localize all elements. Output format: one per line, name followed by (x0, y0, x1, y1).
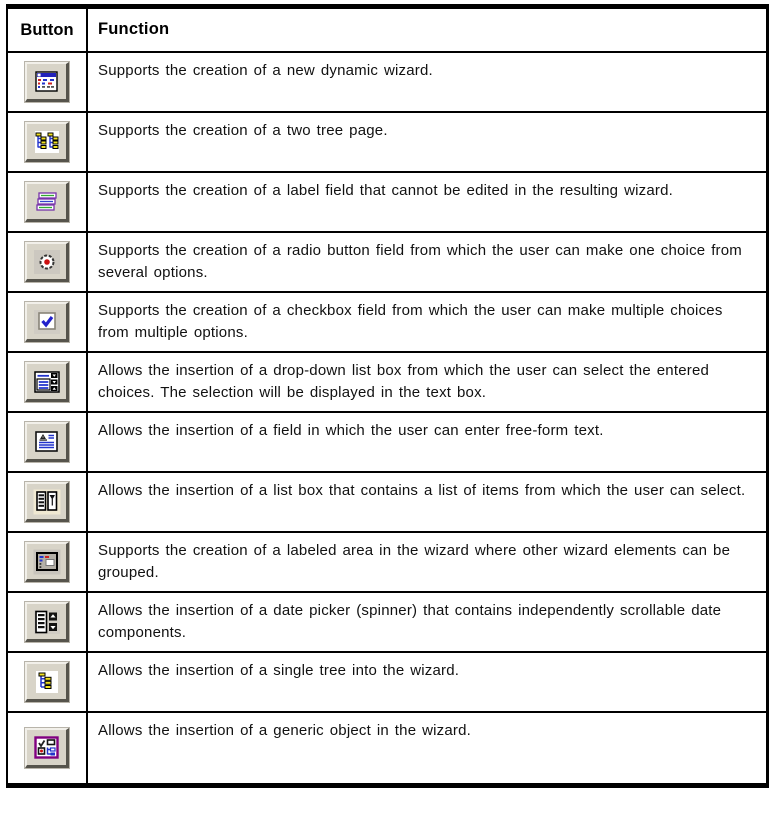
table-row (8, 111, 766, 171)
table-row (8, 651, 766, 711)
function-cell: Allows the insertion of a single tree into the wizard. (98, 662, 460, 679)
table-row (8, 531, 766, 591)
generic-object-icon (25, 728, 69, 768)
function-cell: Allows the insertion of a drop-down list box from which the user can select the entered choices. The selection will be displayed in the text box. (98, 362, 710, 401)
list-box-icon (25, 482, 69, 522)
button-function-table (6, 4, 769, 788)
button-cell (8, 593, 88, 651)
function-cell: Allows the insertion of a list box that contains a list of items from which the user can select. (98, 482, 746, 499)
button-cell (8, 473, 88, 531)
table-row (8, 231, 766, 291)
function-cell: Allows the insertion of a date picker (spinner) that contains independently scrollable date components. (98, 602, 722, 641)
table-row (8, 51, 766, 111)
label-field-icon (25, 182, 69, 222)
table-row (8, 711, 766, 783)
table-row (8, 591, 766, 651)
date-picker-spinner-icon (25, 602, 69, 642)
function-cell: Supports the creation of a radio button field from which the user can make one choice from several options. (98, 242, 742, 281)
function-cell: Supports the creation of a new dynamic wizard. (98, 62, 433, 79)
table-header-row (8, 9, 766, 51)
function-cell: Supports the creation of a two tree page. (98, 122, 388, 139)
new-dynamic-wizard-icon (25, 62, 69, 102)
table-row (8, 291, 766, 351)
button-cell (8, 353, 88, 411)
button-cell (8, 233, 88, 291)
button-cell (8, 53, 88, 111)
button-cell (8, 413, 88, 471)
function-cell: Supports the creation of a labeled area in the wizard where other wizard elements can be grouped. (98, 542, 731, 581)
drop-down-list-box-icon (25, 362, 69, 402)
button-cell (8, 713, 88, 783)
header-function: Function (98, 20, 170, 39)
table-row (8, 171, 766, 231)
table-row (8, 351, 766, 411)
function-cell: Supports the creation of a label field that cannot be edited in the resulting wizard. (98, 182, 674, 199)
button-cell (8, 533, 88, 591)
header-button: Button (8, 9, 88, 51)
labeled-area-icon (25, 542, 69, 582)
button-cell (8, 653, 88, 711)
button-cell (8, 173, 88, 231)
single-tree-icon (25, 662, 69, 702)
two-tree-page-icon (25, 122, 69, 162)
checkbox-field-icon (25, 302, 69, 342)
free-form-text-field-icon (25, 422, 69, 462)
button-cell (8, 113, 88, 171)
table-row (8, 411, 766, 471)
table-row (8, 471, 766, 531)
button-cell (8, 293, 88, 351)
radio-button-field-icon (25, 242, 69, 282)
function-cell: Supports the creation of a checkbox field from which the user can make multiple choices from multiple options. (98, 302, 723, 341)
function-cell: Allows the insertion of a generic object in the wizard. (98, 722, 472, 739)
function-cell: Allows the insertion of a field in which the user can enter free-form text. (98, 422, 604, 439)
